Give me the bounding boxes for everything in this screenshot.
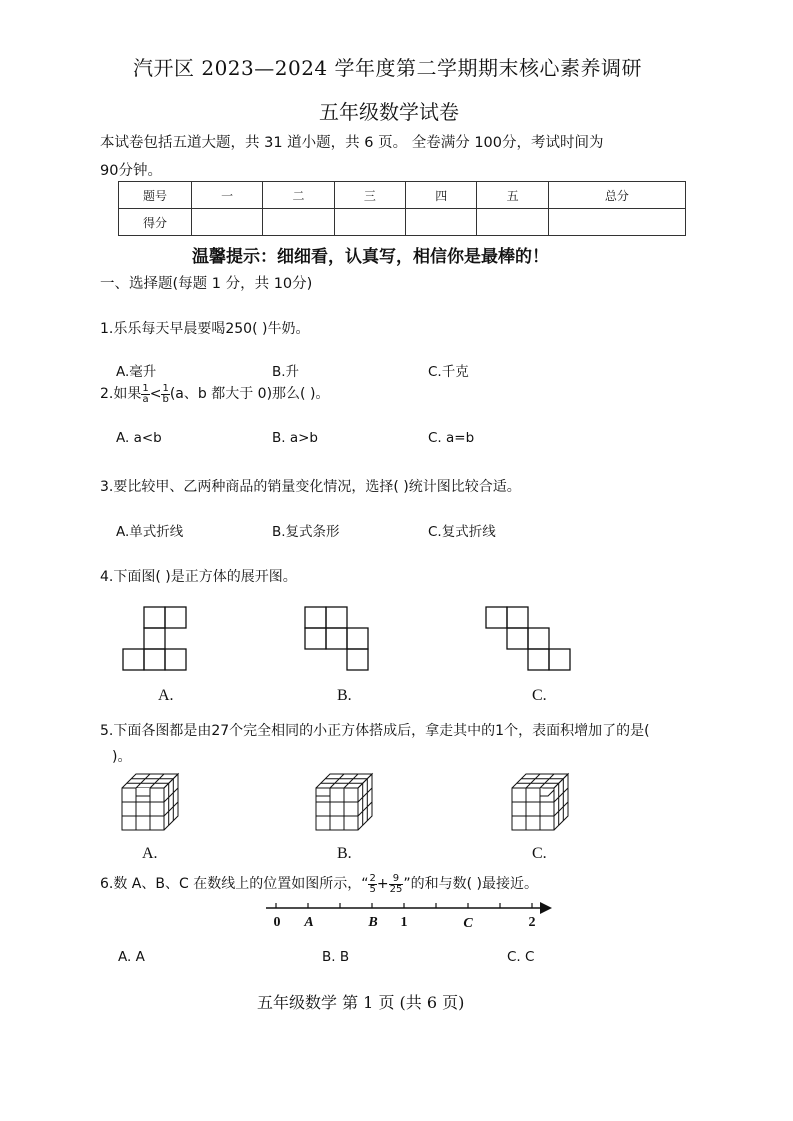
q4-option-b[interactable]: B. <box>337 687 352 704</box>
fraction <box>161 384 169 405</box>
numberline-label: 2 <box>528 915 536 930</box>
q6-option-b[interactable]: B. B <box>322 949 350 965</box>
fraction <box>141 384 149 405</box>
question-3: 3.要比较甲、乙两种商品的销量变化情况，选择( )统计图比较合适。 <box>100 479 521 495</box>
q3-option-a[interactable]: A.单式折线 <box>116 524 184 540</box>
question-5-line-2: )。 <box>112 749 132 765</box>
fraction <box>389 874 404 895</box>
table-cell: 三 <box>334 182 405 209</box>
q3-option-b[interactable]: B.复式条形 <box>272 524 340 540</box>
denominator: 25 <box>389 883 403 895</box>
exam-title: 汽开区 2023—2024 学年度第二学期期末核心素养调研 <box>133 56 643 80</box>
question-1: 1.乐乐每天早晨要喝250( )牛奶。 <box>100 321 310 337</box>
table-cell: 总分 <box>548 182 685 209</box>
numberline-label: A <box>304 915 314 930</box>
net-a <box>123 607 186 670</box>
section-heading: 一、选择题(每题 1 分，共 10分) <box>100 276 313 292</box>
score-table <box>118 181 686 236</box>
number-line <box>0 896 793 936</box>
score-input-cell[interactable] <box>548 209 685 236</box>
intro-line-2: 90分钟。 <box>100 163 162 179</box>
numberline-label: 0 <box>273 915 281 930</box>
numberline-label: 1 <box>400 915 408 930</box>
numberline-label: B <box>368 915 378 930</box>
table-cell: 题号 <box>119 182 192 209</box>
numerator: 2 <box>369 872 376 884</box>
q1-option-a[interactable]: A.毫升 <box>116 364 157 380</box>
question-2 <box>100 383 329 405</box>
q3-option-c[interactable]: C.复式折线 <box>428 524 496 540</box>
cube-nets-figure <box>0 600 793 680</box>
numerator: 9 <box>389 874 404 885</box>
table-row <box>119 209 686 236</box>
score-input-cell[interactable] <box>263 209 334 236</box>
cube-stack-c <box>512 774 568 830</box>
table-row <box>119 182 686 209</box>
tip-text: 温馨提示：细细看，认真写，相信你是最棒的！ <box>192 247 549 267</box>
q4-option-c[interactable]: C. <box>532 687 547 704</box>
arrow-icon <box>540 902 552 914</box>
table-cell: 四 <box>406 182 477 209</box>
question-5-line-1: 5.下面各图都是由27个完全相同的小正方体搭成后，拿走其中的1个，表面积增加了的是( <box>100 723 650 739</box>
q1-option-c[interactable]: C.千克 <box>428 364 469 380</box>
net-b <box>305 607 368 670</box>
numerator: 1 <box>162 382 169 394</box>
plus-sign: + <box>376 876 389 892</box>
q5-option-a[interactable]: A. <box>142 845 158 862</box>
intro-line-1: 本试卷包括五道大题，共 31 道小题，共 6 页。 全卷满分 100分，考试时间为 <box>100 135 604 151</box>
denominator: 5 <box>369 883 376 895</box>
score-input-cell[interactable] <box>477 209 548 236</box>
q6-option-a[interactable]: A. A <box>118 949 145 965</box>
q2-option-a[interactable]: A. a<b <box>116 430 162 446</box>
numberline-label: C <box>463 916 473 931</box>
score-input-cell[interactable] <box>334 209 405 236</box>
q2-option-c[interactable]: C. a=b <box>428 430 475 446</box>
q6-prefix: 6.数 A、B、C 在数线上的位置如图所示，“ <box>100 876 369 892</box>
q5-option-b[interactable]: B. <box>337 845 352 862</box>
denominator: a <box>142 393 149 405</box>
q6-suffix: ”的和与数( )最接近。 <box>403 876 538 892</box>
table-cell: 二 <box>263 182 334 209</box>
q2-prefix: 2.如果 <box>100 386 142 402</box>
question-4: 4.下面图( )是正方体的展开图。 <box>100 569 297 585</box>
cube-stacks-figure <box>0 768 793 834</box>
score-input-cell[interactable] <box>406 209 477 236</box>
q6-option-c[interactable]: C. C <box>507 949 535 965</box>
denominator: b <box>162 393 169 405</box>
table-cell: 五 <box>477 182 548 209</box>
less-than-sign: < <box>149 386 162 402</box>
table-cell: 一 <box>192 182 263 209</box>
page-footer: 五年级数学 第 1 页 (共 6 页) <box>257 993 465 1012</box>
q5-option-c[interactable]: C. <box>532 845 547 862</box>
q2-option-b[interactable]: B. a>b <box>272 430 318 446</box>
cube-stack-a <box>122 774 178 830</box>
exam-subtitle: 五年级数学试卷 <box>319 100 459 124</box>
fraction <box>368 874 376 895</box>
q1-option-b[interactable]: B.升 <box>272 364 300 380</box>
question-6 <box>100 873 538 895</box>
score-input-cell[interactable] <box>192 209 263 236</box>
net-c <box>486 607 570 670</box>
q4-option-a[interactable]: A. <box>158 687 174 704</box>
q2-suffix: (a、b 都大于 0)那么( )。 <box>169 386 330 402</box>
table-cell: 得分 <box>119 209 192 236</box>
numerator: 1 <box>142 382 149 394</box>
cube-stack-b <box>316 774 372 830</box>
